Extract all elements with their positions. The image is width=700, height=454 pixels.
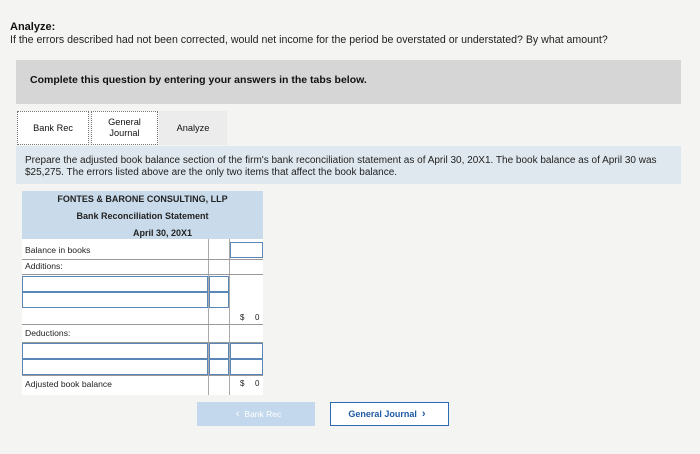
statement-title: Bank Reconciliation Statement <box>76 211 209 221</box>
adjusted-total-currency: $ <box>240 379 245 388</box>
adjusted-total-value: 0 <box>255 379 260 388</box>
row-divider <box>22 375 263 376</box>
tab-general-journal[interactable] <box>91 111 158 145</box>
additions-label: Additions: <box>25 261 63 271</box>
chevron-right-icon: › <box>421 408 426 420</box>
next-button-label: General Journal <box>348 409 417 419</box>
banner-text: Complete this question by entering your answers in the tabs below. <box>30 74 367 86</box>
analyze-question: If the errors described had not been corrected, would net income for the period be overstated or understated? By what amount? <box>10 34 608 46</box>
tab-bank-rec-label: Bank Rec <box>33 122 73 133</box>
instructions-text: Prepare the adjusted book balance section of the firm's bank reconciliation statement as of April 30, 20X1. The book balance as of April 30 was $25,275. The errors listed above are the only two items that affect the book balance. <box>25 155 657 178</box>
prev-button-label: Bank Rec <box>244 409 282 419</box>
deduction-2-description-input[interactable] <box>22 359 208 375</box>
row-divider <box>22 274 263 275</box>
deduction-1-amount-input[interactable] <box>209 343 229 359</box>
adjusted-book-balance-label: Adjusted book balance <box>25 379 112 389</box>
next-general-journal-button[interactable] <box>330 402 449 426</box>
deductions-label: Deductions: <box>25 328 71 338</box>
addition-2-amount-input[interactable] <box>209 292 229 308</box>
balance-in-books-label: Balance in books <box>25 245 91 255</box>
addition-2-description-input[interactable] <box>22 292 208 308</box>
deductions-total-input-2[interactable] <box>230 359 263 375</box>
balance-in-books-amount-input[interactable] <box>230 242 263 258</box>
prev-bank-rec-button[interactable] <box>197 402 315 426</box>
company-name: FONTES & BARONE CONSULTING, LLP <box>57 194 228 204</box>
tab-analyze[interactable] <box>159 111 227 145</box>
row-divider <box>22 259 263 260</box>
deductions-total-input[interactable] <box>230 343 263 359</box>
tab-bank-rec[interactable] <box>17 111 89 145</box>
statement-date: April 30, 20X1 <box>132 228 193 238</box>
additions-total-currency: $ <box>240 313 245 322</box>
row-divider <box>22 324 263 325</box>
addition-1-amount-input[interactable] <box>209 276 229 292</box>
analyze-heading: Analyze: <box>10 21 56 33</box>
tab-analyze-label: Analyze <box>176 122 210 133</box>
deduction-2-amount-input[interactable] <box>209 359 229 375</box>
chevron-left-icon: ‹ <box>235 408 240 420</box>
additions-total-value: 0 <box>255 313 260 322</box>
addition-1-description-input[interactable] <box>22 276 208 292</box>
deduction-1-description-input[interactable] <box>22 343 208 359</box>
tab-general-journal-label: General Journal <box>108 117 141 138</box>
